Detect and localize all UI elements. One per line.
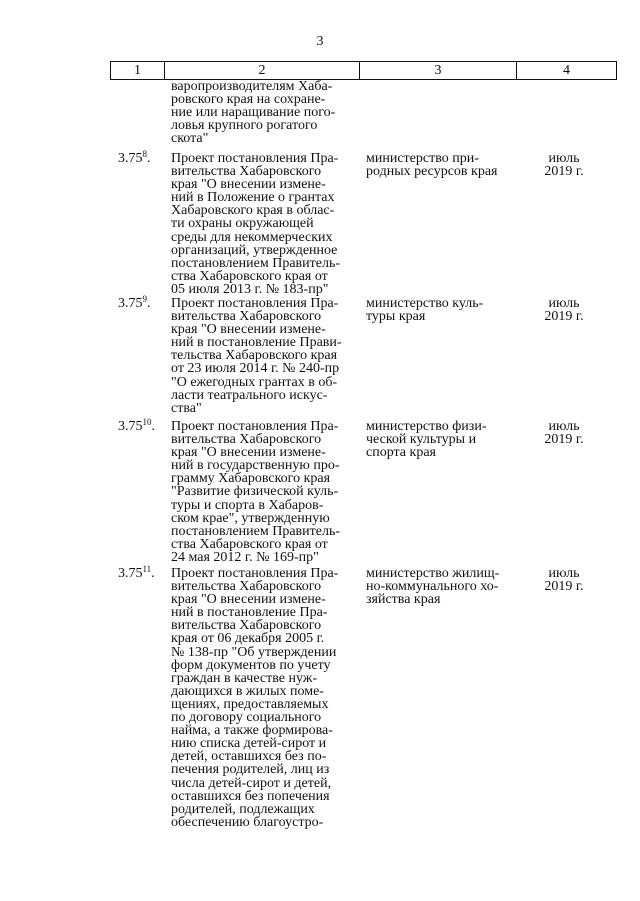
title-line: туры и спорта в Хабаров- [171,497,324,513]
responsible-line: ческой культуры и [366,432,477,448]
continuation-line: ние или наращивание пого- [171,105,336,121]
title-line: по договору социального [171,710,322,726]
title-line: обеспечению благоустро- [171,814,324,830]
title-line: ласти театрального искус- [171,387,328,403]
title-line: нию списка детей-сирот и [171,736,327,752]
title-line: найма, а также формирова- [171,723,333,739]
title-line: постановлением Правитель- [171,523,341,539]
title-line: № 138-пр "Об утверждении [171,644,337,660]
item-due-date [524,297,604,323]
title-line: вительства Хабаровского [171,309,322,325]
item-number-dot: . [147,296,151,311]
item-number-superscript: 8 [142,149,147,159]
title-line: щениях, предоставляемых [171,696,329,712]
title-line: ний в постановление Прави- [171,335,342,351]
title-line: вительства Хабаровского [171,164,322,180]
item-number [118,294,151,311]
responsible-line: министерство куль- [366,296,484,311]
title-line: Проект постановления Пра- [171,151,339,166]
title-line: вительства Хабаровского [171,432,322,448]
item-number-base: 3.75 [118,296,143,311]
title-line: ний в Положение о грантах [171,190,335,206]
item-responsible [366,420,486,459]
due-line: июль [548,566,580,581]
due-line: июль [548,419,580,434]
item-number [118,564,155,581]
item-due-date [524,420,604,446]
responsible-line: министерство при- [366,151,479,166]
due-line: 2019 г. [544,164,584,180]
item-number-base: 3.75 [118,419,143,434]
title-line: края "О внесении измене- [171,445,326,461]
title-line: ства" [171,400,202,416]
title-line: ний в постановление Пра- [171,605,328,621]
title-line: печения родителей, лиц из [171,762,330,778]
title-line: числа детей-сирот и детей, [171,775,332,791]
due-line: 2019 г. [544,579,584,595]
column-header-2: 2 [165,62,360,80]
title-line: 24 мая 2012 г. № 169-пр" [171,549,319,565]
responsible-line: зяйства края [366,592,441,608]
item-number-superscript: 10 [142,417,152,427]
continuation-line: варопроизводителям Хаба- [171,79,333,94]
title-line: "О ежегодных грантах в об- [171,374,338,390]
continuation-line: ровского края на сохране- [171,92,326,108]
title-line: ском крае", утвержденную [171,510,330,526]
title-line: 05 июля 2013 г. № 183-пр" [171,281,329,297]
due-line: 2019 г. [544,432,584,448]
item-title [171,420,340,564]
continuation-line: ловья крупного рогатого [171,118,318,134]
responsible-line: спорта края [366,445,436,461]
title-line: среды для некоммерческих [171,229,333,245]
item-responsible [366,567,499,606]
column-header-row [110,61,617,80]
due-line: июль [548,296,580,311]
title-line: края "О внесении измене- [171,592,326,608]
item-number-dot: . [151,419,155,434]
title-line: дающихся в жилых поме- [171,683,324,699]
title-line: края "О внесении измене- [171,322,326,338]
item-number-base: 3.75 [118,151,143,166]
title-line: организаций, утвержденное [171,242,338,258]
item-title [171,152,340,296]
title-line: детей, оставшихся без по- [171,749,327,765]
title-line: ства Хабаровского края от [171,536,328,552]
title-line: Проект постановления Пра- [171,296,339,311]
title-line: оставшихся без попечения [171,788,330,804]
title-line: края от 06 декабря 2005 г. [171,631,325,647]
continuation-text [171,80,335,145]
item-number-dot: . [147,151,151,166]
item-title [171,567,338,829]
title-line: вительства Хабаровского [171,579,322,595]
item-number-superscript: 9 [142,294,147,304]
responsible-line: туры края [366,309,426,325]
column-header-4: 4 [517,62,617,80]
responsible-line: министерство физи- [366,419,487,434]
title-line: Хабаровского края в облас- [171,203,335,219]
responsible-line: министерство жилищ- [366,566,500,581]
due-line: июль [548,151,580,166]
item-number-superscript: 11 [142,564,152,574]
item-number [118,149,151,166]
item-responsible [366,297,483,323]
title-line: от 23 июля 2014 г. № 240-пр [171,361,340,377]
title-line: родителей, подлежащих [171,801,315,817]
title-line: ти охраны окружающей [171,216,314,232]
item-number-dot: . [151,566,155,581]
item-due-date [524,152,604,178]
continuation-line: скота" [171,131,209,147]
item-number [118,417,155,434]
title-line: граждан в качестве нуж- [171,670,318,686]
item-title [171,297,342,415]
column-header-3: 3 [360,62,517,80]
title-line: форм документов по учету [171,657,331,673]
title-line: ства Хабаровского края от [171,268,328,284]
title-line: вительства Хабаровского [171,618,322,634]
responsible-line: родных ресурсов края [366,164,498,180]
page-number: 3 [316,34,324,49]
title-line: "Развитие физической куль- [171,484,339,500]
due-line: 2019 г. [544,309,584,325]
column-header-1: 1 [111,62,165,80]
responsible-line: но-коммунального хо- [366,579,499,595]
item-number-base: 3.75 [118,566,143,581]
title-line: грамму Хабаровского края [171,471,331,487]
item-due-date [524,567,604,593]
title-line: Проект постановления Пра- [171,419,339,434]
title-line: Проект постановления Пра- [171,566,339,581]
title-line: ний в государственную про- [171,458,340,474]
item-responsible [366,152,498,178]
title-line: тельства Хабаровского края [171,348,338,364]
title-line: края "О внесении измене- [171,177,326,193]
title-line: постановлением Правитель- [171,255,341,271]
